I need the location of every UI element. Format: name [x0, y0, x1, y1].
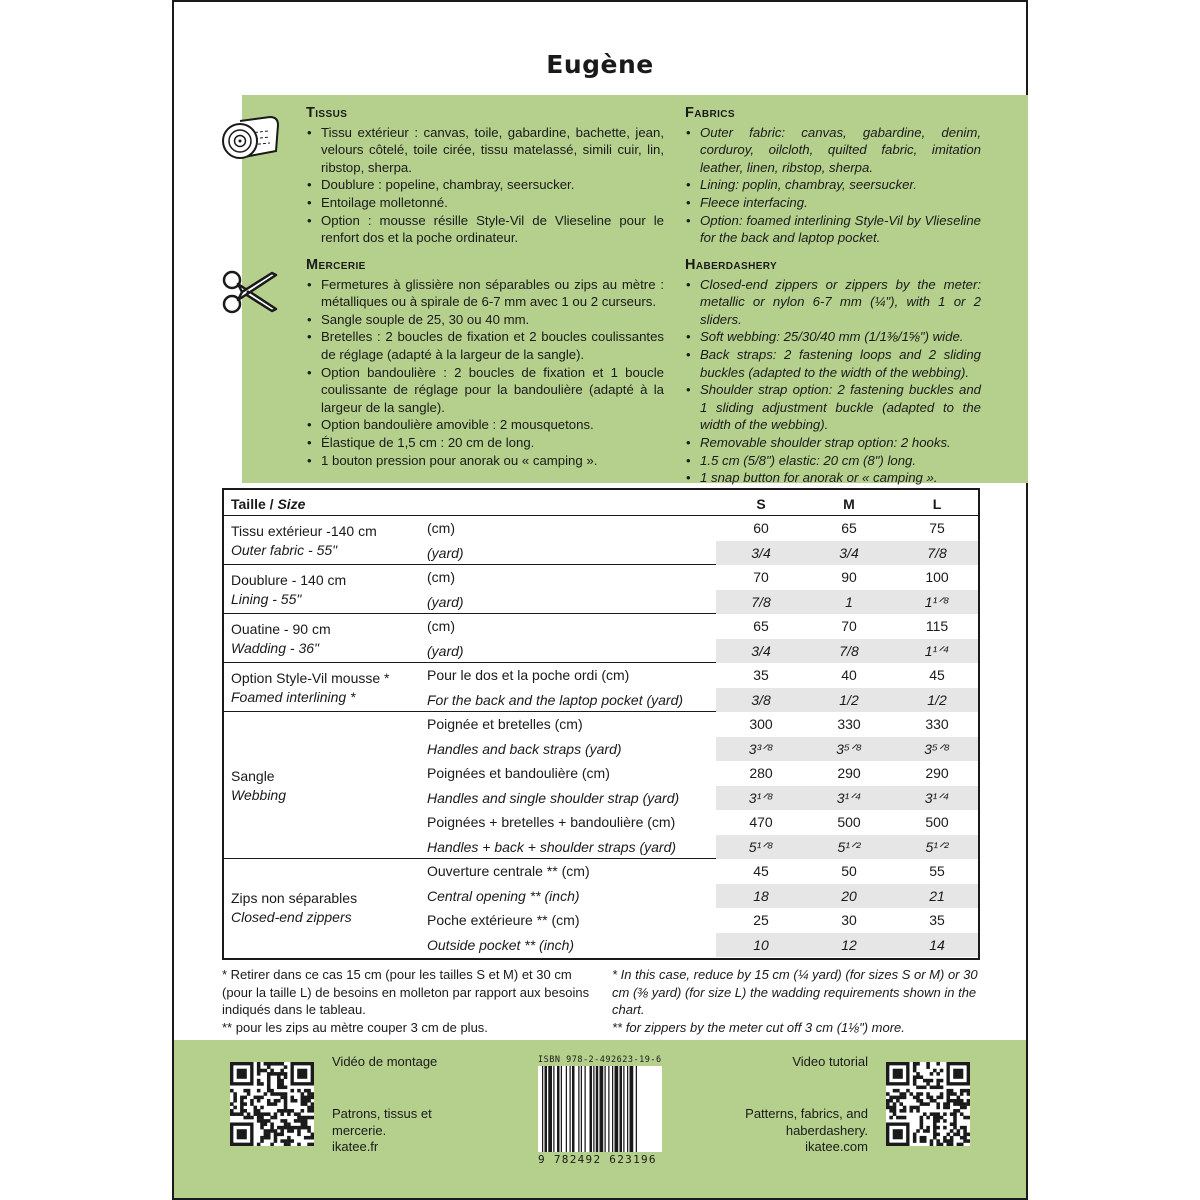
size-value: 10 [753, 936, 769, 953]
barcode-bars [538, 1066, 662, 1154]
row-description: Poignée et bretelles (cm) [427, 716, 583, 732]
size-value: 500 [925, 814, 949, 830]
table-row [224, 884, 978, 909]
footnotes-fr [222, 966, 592, 1036]
list-item: • Shoulder strap option: 2 fastening buckles and 1 sliding adjustment buckle (adapted to the width of the webbing). [685, 381, 981, 434]
size-value: 100 [925, 569, 949, 585]
size-value: 14 [929, 936, 945, 953]
shop-description: Patterns, fabrics, and haberdashery. [745, 1106, 868, 1138]
page-title: Eugène [546, 50, 654, 79]
video-tutorial-label-en: Video tutorial [792, 1054, 868, 1069]
table-row [224, 835, 978, 860]
website-link[interactable]: ikatee.fr [332, 1139, 379, 1154]
row-description: Handles and single shoulder strap (yard) [427, 789, 680, 806]
list-item: • Option bandoulière amovible : 2 mousquetons. [306, 416, 664, 434]
size-col-m: M [843, 496, 855, 512]
size-requirements-table [222, 488, 980, 960]
size-value: 7/8 [927, 544, 947, 561]
table-row [224, 761, 978, 786]
size-value: 35 [929, 912, 945, 928]
section-heading: Tissus [306, 105, 348, 121]
table-row [224, 663, 978, 688]
size-col-l: L [932, 496, 942, 512]
size-value: 5¹ᐟ⁸ [748, 838, 774, 855]
row-description: Poche extérieure ** (cm) [427, 912, 580, 928]
list-item: • Doublure : popeline, chambray, seersucker. [306, 176, 664, 194]
footnotes-en [612, 966, 982, 1036]
size-value: 1 [845, 593, 853, 610]
footnote: * Retirer dans ce cas 15 cm (pour les tailles S et M) et 30 cm (pour la taille L) de besoins en molleton par rapport aux besoins indiqués dans le tableau. [222, 967, 590, 1017]
size-value: 1/2 [839, 691, 859, 708]
size-value: 12 [841, 936, 857, 953]
size-value: 75 [929, 520, 945, 536]
size-value: 65 [753, 618, 769, 634]
row-description: (yard) [427, 642, 464, 659]
scissors-icon [220, 267, 280, 323]
table-row [224, 516, 978, 541]
isbn-label: ISBN 978-2-492623-19-6 [538, 1055, 662, 1065]
size-value: 5¹ᐟ² [837, 838, 861, 855]
size-value: 25 [753, 912, 769, 928]
size-value: 90 [841, 569, 857, 585]
pattern-back-cover [172, 0, 1028, 1200]
size-value: 330 [925, 716, 949, 732]
size-value: 50 [841, 863, 857, 879]
group-name-fr: Doublure - 140 cm [231, 571, 347, 588]
group-name-fr: Sangle [231, 767, 275, 784]
haberdashery-section-fr [306, 257, 664, 469]
size-value: 500 [837, 814, 861, 830]
table-group [224, 614, 978, 663]
section-heading: Fabrics [685, 105, 735, 121]
row-description: (cm) [427, 520, 455, 536]
list-item: • Outer fabric: canvas, gabardine, denim, corduroy, oilcloth, quilted fabric, imitation leather, linen, ribstop, sherpa. [685, 124, 981, 177]
size-value: 1/2 [927, 691, 947, 708]
table-row [224, 737, 978, 762]
row-description: For the back and the laptop pocket (yard) [427, 691, 684, 708]
list-item: • Fermetures à glissière non séparables ou zips au mètre : métalliques ou à spirale de 6-7 mm avec 1 ou 2 curseurs. [306, 276, 664, 311]
size-col-s: S [756, 496, 766, 512]
size-value: 3¹ᐟ⁸ [748, 789, 774, 806]
table-row [224, 810, 978, 835]
row-description: Pour le dos et la poche ordi (cm) [427, 667, 630, 683]
list-item: • 1 bouton pression pour anorak ou « camping ». [306, 452, 664, 470]
size-value: 7/8 [839, 642, 859, 659]
table-group [224, 859, 978, 957]
size-value: 55 [929, 863, 945, 879]
list-item: • Fleece interfacing. [685, 194, 981, 212]
size-value: 280 [749, 765, 773, 781]
size-value: 3/4 [839, 544, 859, 561]
size-value: 115 [925, 618, 949, 634]
table-row [224, 933, 978, 958]
size-value: 70 [753, 569, 769, 585]
size-value: 18 [753, 887, 769, 904]
table-row [224, 614, 978, 639]
shop-text-fr [332, 1106, 462, 1156]
row-description: Central opening ** (inch) [427, 887, 580, 904]
size-value: 3/4 [751, 544, 771, 561]
size-value: 60 [753, 520, 769, 536]
group-name-fr: Option Style-Vil mousse * [231, 669, 390, 686]
size-value: 3/4 [751, 642, 771, 659]
list-item: • Removable shoulder strap option: 2 hooks. [685, 434, 981, 452]
size-value: 65 [841, 520, 857, 536]
group-name-fr: Zips non séparables [231, 890, 358, 906]
footnote: * In this case, reduce by 15 cm (¼ yard) (for sizes S or M) or 30 cm (⅜ yard) (for size L) the wadding requirements shown in the chart. [612, 967, 978, 1017]
fabrics-section-fr [306, 105, 664, 247]
size-value: 40 [841, 667, 857, 683]
size-value: 3⁵ᐟ⁸ [924, 740, 950, 757]
size-value: 290 [837, 765, 861, 781]
size-value: 290 [925, 765, 949, 781]
list-item: • Back straps: 2 fastening loops and 2 sliding buckles (adapted to the width of the webbing). [685, 346, 981, 381]
barcode-icon [536, 1052, 666, 1168]
row-description: Handles + back + shoulder straps (yard) [427, 838, 677, 855]
qr-code-icon[interactable] [886, 1062, 970, 1146]
list-item: • Option bandoulière : 2 boucles de fixation et 1 boucle coulissante de réglage pour la bandoulière (adapté à la largeur de la sangle). [306, 364, 664, 417]
table-row [224, 908, 978, 933]
list-item: • Option : mousse résille Style-Vil de Vlieseline pour le renfort dos et la poche ordinateur. [306, 212, 664, 247]
table-group [224, 712, 978, 859]
table-group [224, 663, 978, 712]
video-tutorial-label-fr: Vidéo de montage [332, 1054, 438, 1069]
table-row [224, 565, 978, 590]
haberdashery-section-en [685, 257, 981, 487]
size-value: 5¹ᐟ² [925, 838, 949, 855]
row-description: Handles and back straps (yard) [427, 740, 622, 757]
table-group [224, 565, 978, 614]
size-value: 30 [841, 912, 857, 928]
size-value: 3/8 [751, 691, 771, 708]
shop-description: Patrons, tissus et mercerie. [332, 1106, 432, 1138]
group-name-en: Wadding - 36" [231, 639, 319, 656]
list-item: • Option: foamed interlining Style-Vil by Vlieseline for the back and laptop pocket. [685, 212, 981, 247]
list-item: • Lining: poplin, chambray, seersucker. [685, 176, 981, 194]
size-value: 45 [753, 863, 769, 879]
table-row [224, 639, 978, 664]
list-item: • Bretelles : 2 boucles de fixation et 2 boucles coulissantes de réglage (adapté à la largeur de la sangle). [306, 328, 664, 363]
size-value: 300 [749, 716, 773, 732]
footnote: ** for zippers by the meter cut off 3 cm (1⅛") more. [612, 1019, 905, 1035]
table-row [224, 859, 978, 884]
size-value: 3¹ᐟ⁴ [836, 789, 862, 806]
size-value: 7/8 [751, 593, 771, 610]
footnote: ** pour les zips au mètre couper 3 cm de plus. [222, 1019, 488, 1035]
list-item: • Tissu extérieur : canvas, toile, gabardine, bachette, jean, velours côtelé, toile cirée, tissu matelassé, simili cuir, lin, ribstop, sherpa. [306, 124, 664, 177]
size-value: 3³ᐟ⁸ [748, 740, 774, 757]
qr-code-icon[interactable] [230, 1062, 314, 1146]
size-value: 70 [841, 618, 857, 634]
size-value: 35 [753, 667, 769, 683]
group-name-en: Outer fabric - 55" [231, 541, 338, 558]
row-description: (yard) [427, 593, 464, 610]
size-value: 470 [749, 814, 773, 830]
row-description: Poignées et bandoulière (cm) [427, 765, 610, 781]
list-item: • Élastique de 1,5 cm : 20 cm de long. [306, 434, 664, 452]
list-item: • Entoilage molletonné. [306, 194, 664, 212]
materials-band [242, 95, 1028, 486]
table-row [224, 712, 978, 737]
size-value: 1¹ᐟ⁸ [924, 593, 950, 610]
list-item: • Sangle souple de 25, 30 ou 40 mm. [306, 311, 664, 329]
fabrics-section-en [685, 105, 981, 247]
size-value: 1¹ᐟ⁴ [924, 642, 950, 659]
size-header-label: Taille / Size [231, 496, 306, 512]
group-name-en: Lining - 55" [231, 590, 302, 607]
size-value: 21 [929, 887, 945, 904]
row-description: (cm) [427, 618, 455, 634]
list-item: • 1 snap button for anorak or « camping ». [685, 469, 981, 487]
table-header [224, 490, 978, 516]
row-description: Poignées + bretelles + bandoulière (cm) [427, 814, 676, 830]
group-name-fr: Ouatine - 90 cm [231, 620, 331, 637]
materials-column-en [685, 105, 981, 486]
section-heading: Mercerie [306, 257, 366, 273]
list-item: • Soft webbing: 25/30/40 mm (1/1⅜/1⅝") wide. [685, 328, 981, 346]
size-value: 3⁵ᐟ⁸ [836, 740, 862, 757]
section-heading: Haberdashery [685, 257, 778, 273]
size-value: 45 [929, 667, 945, 683]
table-row [224, 786, 978, 811]
size-value: 20 [841, 887, 857, 904]
table-group [224, 516, 978, 565]
footer-band [174, 1040, 1026, 1198]
group-name-en: Foamed interlining * [231, 688, 356, 705]
group-name-fr: Tissu extérieur -140 cm [231, 522, 377, 539]
website-link[interactable]: ikatee.com [805, 1139, 868, 1154]
size-value: 330 [837, 716, 861, 732]
shop-text-en [734, 1106, 868, 1156]
table-row [224, 688, 978, 713]
table-row [224, 541, 978, 566]
row-description: Ouverture centrale ** (cm) [427, 863, 590, 879]
list-item: • Closed-end zippers or zippers by the meter: metallic or nylon 6-7 mm (¼"), with 1 or 2 sliders. [685, 276, 981, 329]
row-description: (yard) [427, 544, 464, 561]
row-description: (cm) [427, 569, 455, 585]
materials-column-fr [306, 105, 664, 468]
barcode-number: 9 782492 623196 [538, 1152, 662, 1169]
fabric-roll-icon [220, 113, 282, 167]
group-name-en: Closed-end zippers [231, 909, 352, 925]
group-name-en: Webbing [231, 786, 287, 803]
table-row [224, 590, 978, 615]
row-description: Outside pocket ** (inch) [427, 936, 575, 953]
size-value: 3¹ᐟ⁴ [924, 789, 950, 806]
list-item: • 1.5 cm (5/8") elastic: 20 cm (8") long. [685, 452, 981, 470]
